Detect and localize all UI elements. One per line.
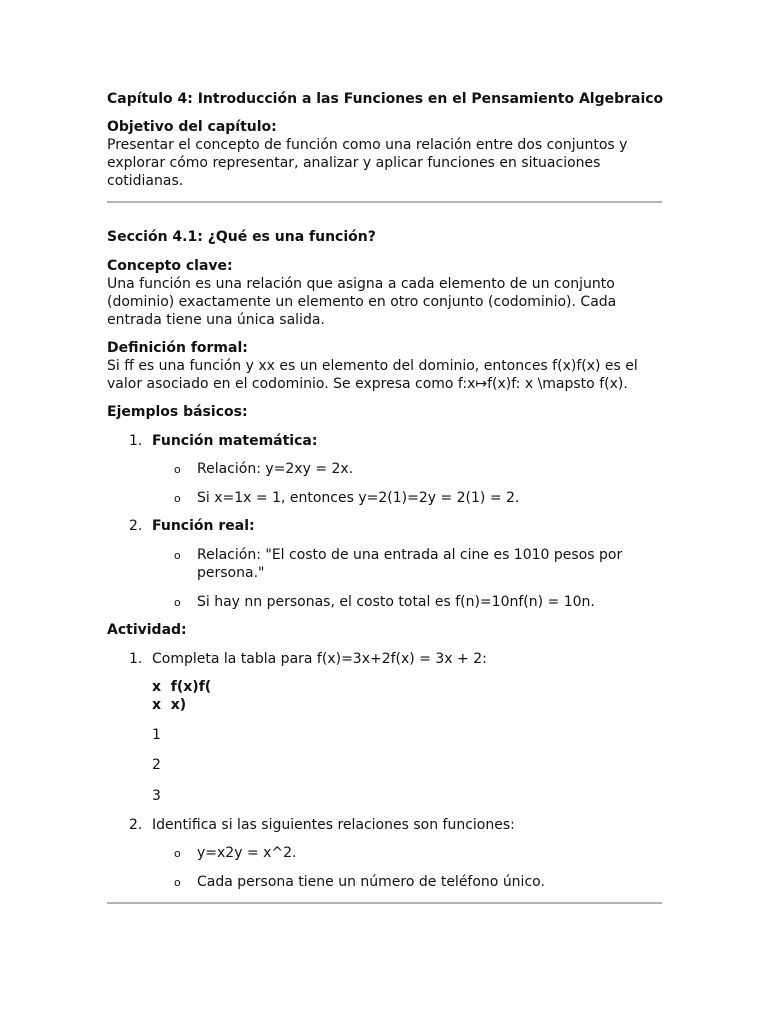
objective-line: Presentar el concepto de función como una relación entre dos conjuntos y	[107, 137, 628, 153]
list-item: y=x2y = x^2.	[197, 845, 297, 861]
concept-line: Una función es una relación que asigna a cada elemento de un conjunto	[107, 276, 615, 292]
table-row: 1	[152, 727, 161, 743]
list-item: Cada persona tiene un número de teléfono único.	[197, 874, 545, 890]
section-title: Sección 4.1: ¿Qué es una función?	[107, 229, 376, 245]
divider	[107, 201, 662, 203]
bullet-marker: o	[174, 492, 181, 505]
objective-heading: Objetivo del capítulo:	[107, 119, 277, 135]
formal-line: Si ff es una función y xx es un elemento del dominio, entonces f(x)f(x) es el	[107, 358, 638, 374]
list-item: Si x=1x = 1, entonces y=2(1)=2y = 2(1) = 2.	[197, 490, 520, 506]
bullet-marker: o	[174, 876, 181, 889]
table-header: x x)	[152, 697, 187, 713]
list-number: 2.	[129, 518, 143, 534]
examples-heading: Ejemplos básicos:	[107, 404, 248, 420]
example-title: Función real:	[152, 518, 255, 534]
list-number: 1.	[129, 433, 143, 449]
list-number: 2.	[129, 817, 143, 833]
bullet-marker: o	[174, 847, 181, 860]
divider	[107, 902, 662, 904]
activity-item: Completa la tabla para f(x)=3x+2f(x) = 3x + 2:	[152, 651, 487, 667]
bullet-marker: o	[174, 463, 181, 476]
bullet-marker: o	[174, 549, 181, 562]
table-row: 2	[152, 757, 161, 773]
objective-line: cotidianas.	[107, 173, 184, 189]
formal-line: valor asociado en el codominio. Se expresa como f:x↦f(x)f: x \mapsto f(x).	[107, 376, 628, 392]
table-row: 3	[152, 788, 161, 804]
list-item: persona."	[197, 565, 265, 581]
concept-line: entrada tiene una única salida.	[107, 312, 325, 328]
list-item: Relación: "El costo de una entrada al cine es 1010 pesos por	[197, 547, 623, 563]
objective-line: explorar cómo representar, analizar y aplicar funciones en situaciones	[107, 155, 601, 171]
concept-line: (dominio) exactamente un elemento en otro conjunto (codominio). Cada	[107, 294, 617, 310]
list-item: Relación: y=2xy = 2x.	[197, 461, 354, 477]
list-number: 1.	[129, 651, 143, 667]
activity-heading: Actividad:	[107, 622, 187, 638]
activity-item: Identifica si las siguientes relaciones son funciones:	[152, 817, 515, 833]
bullet-marker: o	[174, 596, 181, 609]
list-item: Si hay nn personas, el costo total es f(n)=10nf(n) = 10n.	[197, 594, 595, 610]
concept-heading: Concepto clave:	[107, 258, 233, 274]
table-header: x f(x)f(	[152, 679, 212, 695]
formal-heading: Definición formal:	[107, 340, 248, 356]
chapter-title: Capítulo 4: Introducción a las Funciones en el Pensamiento Algebraico	[107, 91, 664, 107]
example-title: Función matemática:	[152, 433, 318, 449]
